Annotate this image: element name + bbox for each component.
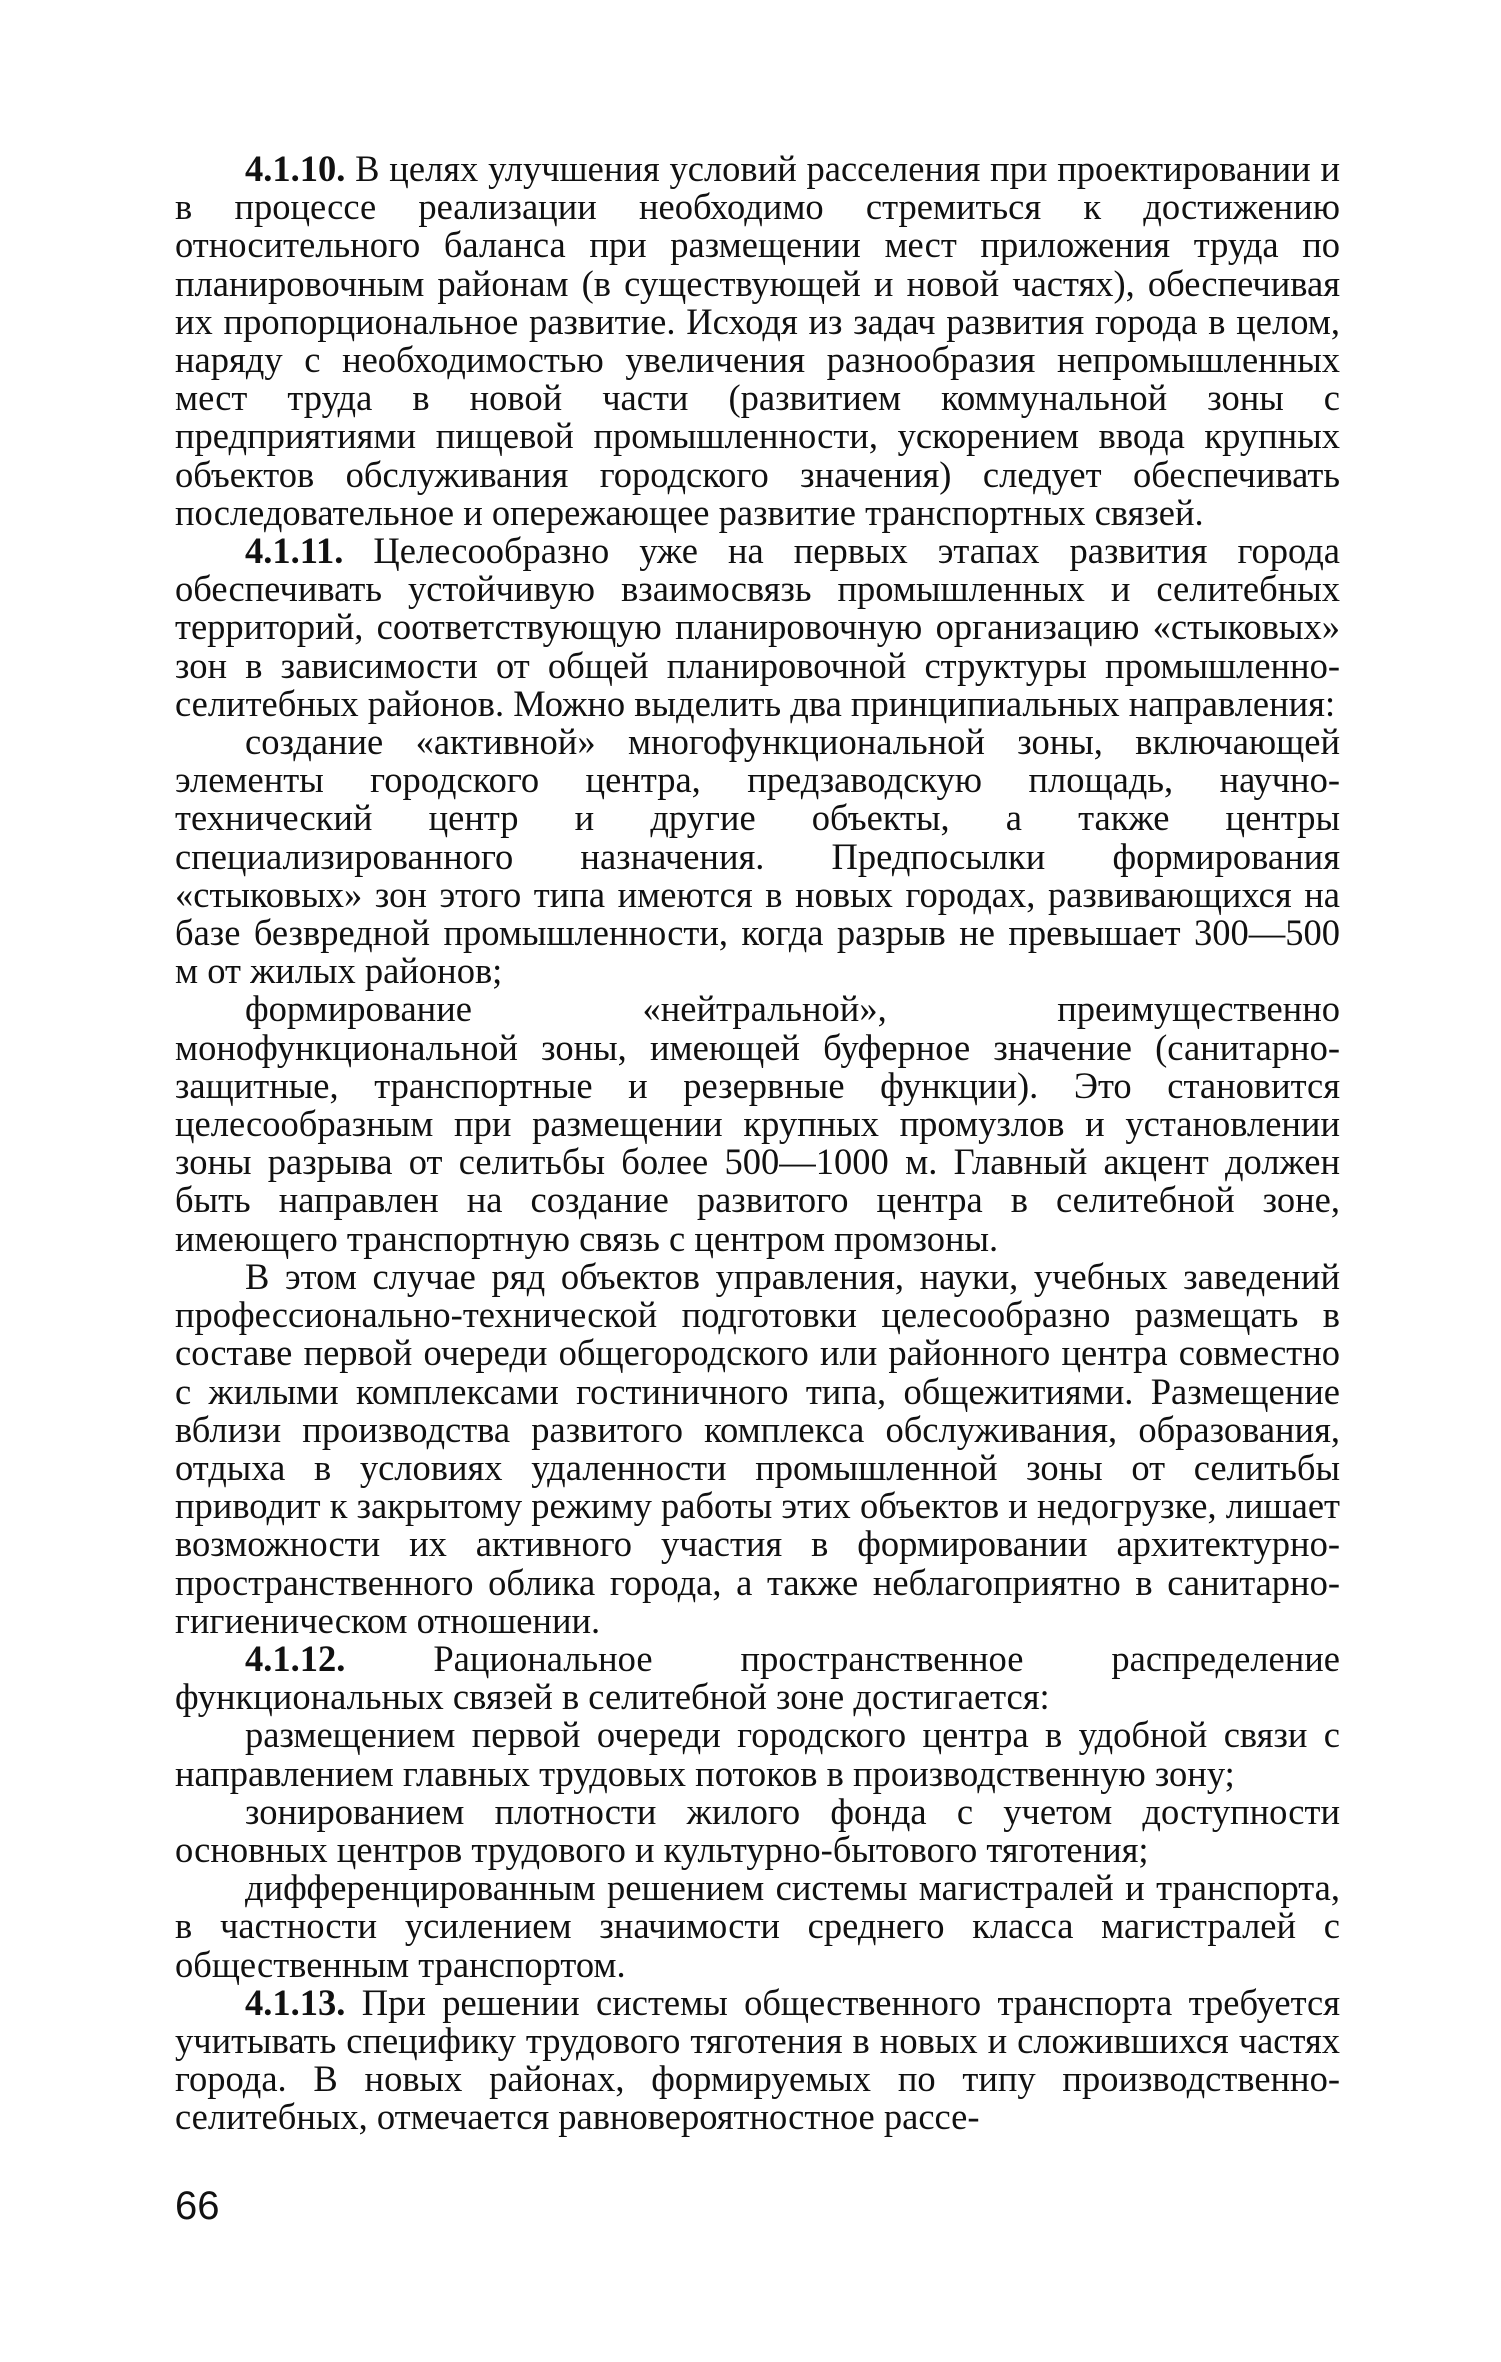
paragraph-text: размещением первой очереди городского центра в удобной связи с направлением главных трудовых потоков в производственную зону;: [175, 1714, 1340, 1794]
list-item-center: [175, 1716, 1340, 1792]
paragraph-text: создание «активной» многофункциональной зоны, включающей элементы городского центра, предзаводскую площадь, научно-технический центр и другие объекты, а также центры специализированного назначения. Предпосылки формирования «стыковых» зон этого типа имеются в новых городах, развивающихся на базе безвредной промышленности, когда разрыв не превышает 300—500 м от жилых районов;: [175, 721, 1340, 992]
paragraph-text: формирование «нейтральной», преимущественно монофункциональной зоны, имеющей буферное значение (санитарно-защитные, транспортные и резервные функции). Это становится целесообразным при размещении крупных промузлов и установлении зоны разрыва от селитьбы более 500—1000 м. Главный акцент должен быть направлен на создание развитого центра в селитебной зоне, имеющего транспортную связь с центром промзоны.: [175, 988, 1340, 1259]
paragraph-4-1-12: [175, 1637, 1340, 1718]
section-number: 4.1.12.: [245, 1637, 346, 1679]
paragraph-case: [175, 1255, 1340, 1641]
list-item-roads: [175, 1869, 1340, 1984]
page-number: 66: [175, 2184, 220, 2228]
list-item-neutral-zone: [175, 990, 1340, 1257]
paragraph-text: Целесообразно уже на первых этапах развития города обеспечивать устойчивую взаимосвязь промышленных и селитебных территорий, соответствующую планировочную организацию «стыковых» зон в зависимости от общей планировочной структуры промышленно-селитебных районов. Можно выделить два принципиальных направления:: [175, 530, 1340, 724]
paragraph-text: зонированием плотности жилого фонда с учетом доступности основных центров трудового и культурно-бытового тяготения;: [175, 1790, 1340, 1870]
document-page: [175, 150, 1340, 2270]
paragraph-4-1-11: [175, 532, 1340, 723]
section-number: 4.1.10.: [245, 148, 346, 189]
paragraph-4-1-10: [175, 150, 1340, 532]
section-number: 4.1.11.: [245, 530, 344, 572]
paragraph-text: При решении системы общественного транспорта требуется учитывать специфику трудового тяготения в новых и сложившихся частях города. В новых районах, формируемых по типу производственно-селитебных, отмечается равновероятностное рассе-: [175, 1981, 1341, 2138]
list-item-active-zone: [175, 723, 1340, 990]
paragraph-4-1-13: [175, 1981, 1341, 2138]
section-number: 4.1.13.: [245, 1981, 346, 2023]
paragraph-text: дифференцированным решением системы магистралей и транспорта, в частности усилением значимости среднего класса магистралей с общественным транспортом.: [175, 1867, 1340, 1985]
paragraph-text: В целях улучшения условий расселения при проектировании и в процессе реализации необходимо стремиться к достижению относительного баланса при размещении мест приложения труда по планировочным районам (в существующей и новой частях), обеспечивая их пропорциональное развитие. Исходя из задач развития города в целом, наряду с необходимостью увеличения разнообразия непромышленных мест труда в новой части (развитием коммунальной зоны с предприятиями пищевой промышленности, ускорением ввода крупных объектов обслуживания городского значения) следует обеспечивать последовательное и опережающее развитие транспортных связей.: [175, 148, 1340, 533]
list-item-zoning: [175, 1790, 1340, 1870]
paragraph-text: В этом случае ряд объектов управления, науки, учебных заведений профессионально-технической подготовки целесообразно размещать в составе первой очереди общегородского или районного центра совместно с жилыми комплексами гостиничного типа, общежитиями. Размещение вблизи производства развитого комплекса обслуживания, образования, отдыха в условиях удаленности промышленной зоны от селитьбы приводит к закрытому режиму работы этих объектов и недогрузке, лишает возможности их активного участия в формировании архитектурно-пространственного облика города, а также неблагоприятно в санитарно-гигиеническом отношении.: [175, 1255, 1340, 1641]
paragraph-text: Рациональное пространственное распределение функциональных связей в селитебной зоне достигается:: [175, 1637, 1340, 1718]
